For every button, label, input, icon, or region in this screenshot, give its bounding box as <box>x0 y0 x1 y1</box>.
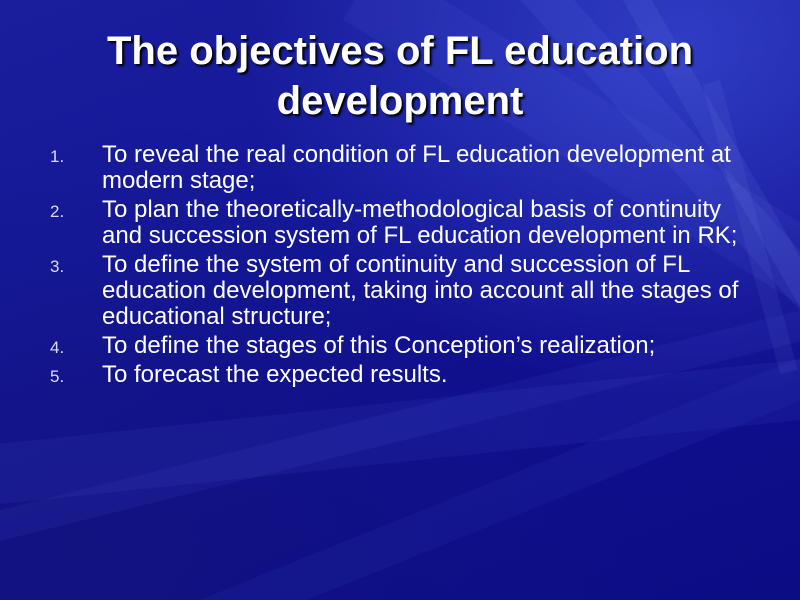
list-item-text: To forecast the expected results. <box>102 361 448 388</box>
list-item <box>46 362 756 388</box>
slide-title: The objectives of FL education development <box>106 29 693 123</box>
list-item <box>46 142 756 194</box>
list-item-text: To plan the theoretically-methodological basis of continuity and succession system of FL education development in RK; <box>102 196 738 249</box>
list-item-number: 1. <box>50 147 65 166</box>
list-item-text: To define the system of continuity and succession of FL education development, taking into account all the stages of educational structure; <box>102 251 739 330</box>
list-item <box>46 333 756 359</box>
list-item-number: 2. <box>50 202 65 221</box>
list-item-number: 5. <box>50 367 65 386</box>
list-item-number: 4. <box>50 338 65 357</box>
list-item-number: 3. <box>50 257 65 276</box>
objectives-list <box>46 142 756 388</box>
list-item-text: To reveal the real condition of FL education development at modern stage; <box>102 141 731 194</box>
list-item <box>46 252 756 330</box>
list-item <box>46 197 756 249</box>
slide-body <box>46 142 756 391</box>
list-item-text: To define the stages of this Conception’s realization; <box>102 332 656 359</box>
